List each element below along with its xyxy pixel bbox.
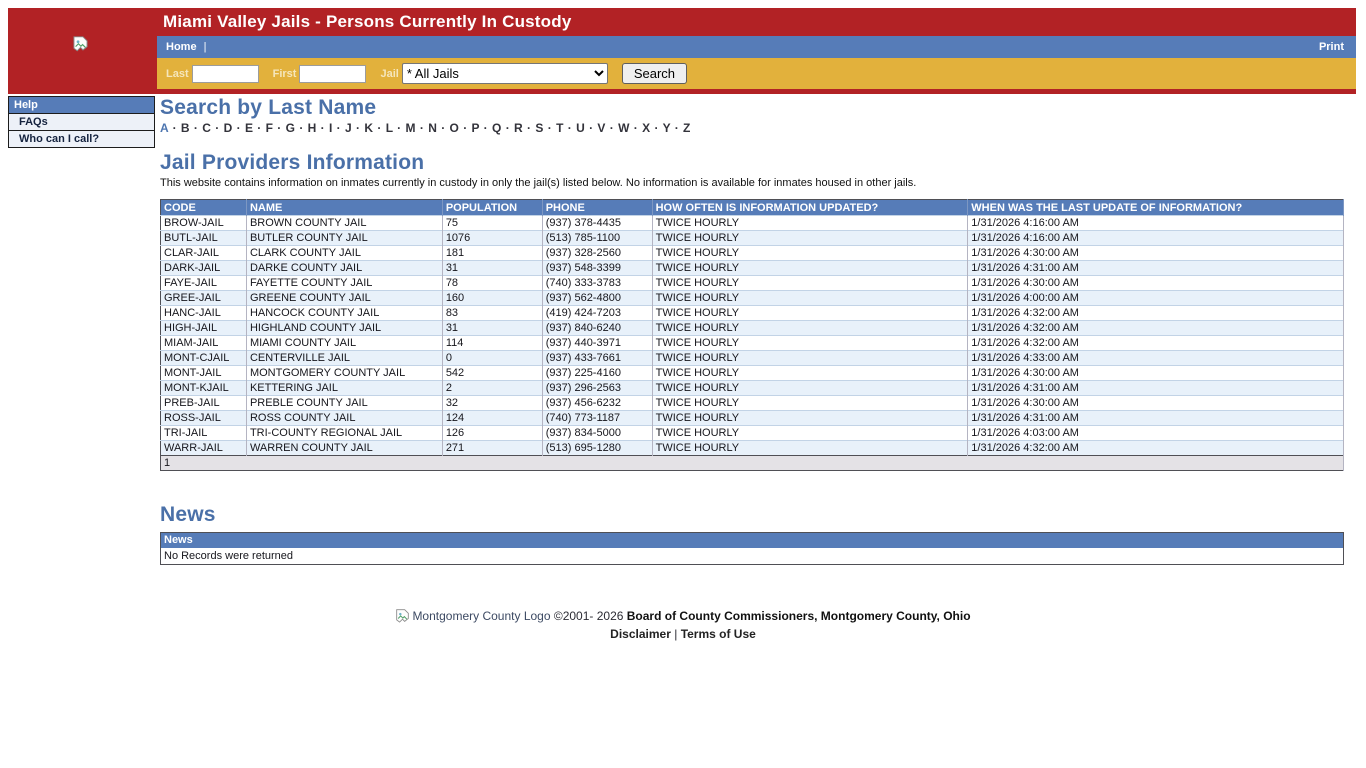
letter-link-P[interactable]: P [471, 121, 480, 135]
table-cell: (937) 440-3971 [542, 336, 652, 351]
table-cell: (937) 840-6240 [542, 321, 652, 336]
table-cell: 32 [442, 396, 542, 411]
site-header [8, 8, 1356, 94]
table-cell: 1/31/2026 4:32:00 AM [968, 336, 1344, 351]
table-cell: 78 [442, 276, 542, 291]
letter-separator: · [650, 121, 663, 135]
table-cell: (937) 562-4800 [542, 291, 652, 306]
letter-separator: · [416, 121, 429, 135]
letter-separator: · [295, 121, 308, 135]
table-row [161, 321, 1344, 336]
table-cell: 0 [442, 351, 542, 366]
table-cell: (513) 695-1280 [542, 441, 652, 456]
table-cell: (513) 785-1100 [542, 231, 652, 246]
table-cell: TWICE HOURLY [652, 321, 968, 336]
table-row [161, 216, 1344, 231]
sidebar-item-who-can-i-call[interactable]: Who can I call? [9, 131, 154, 147]
table-cell: CLAR-JAIL [161, 246, 247, 261]
broken-image-icon [72, 36, 89, 54]
table-cell: BROW-JAIL [161, 216, 247, 231]
letter-link-J[interactable]: J [345, 121, 353, 135]
table-cell: 1076 [442, 231, 542, 246]
letter-separator: · [629, 121, 643, 135]
broken-image-icon [395, 609, 410, 625]
letter-link-S[interactable]: S [535, 121, 544, 135]
table-cell: FAYETTE COUNTY JAIL [246, 276, 442, 291]
footer-link-separator: | [674, 627, 678, 641]
letter-separator: · [585, 121, 598, 135]
column-header-phone: PHONE [542, 200, 652, 216]
table-cell: TWICE HOURLY [652, 276, 968, 291]
jail-providers-title: Jail Providers Information [160, 151, 425, 174]
letter-link-Z[interactable]: Z [683, 121, 691, 135]
letter-link-Y[interactable]: Y [662, 121, 671, 135]
nav-print-link[interactable]: Print [1318, 41, 1344, 53]
table-row [161, 261, 1344, 276]
table-cell: (937) 456-6232 [542, 396, 652, 411]
letter-link-F[interactable]: F [265, 121, 274, 135]
search-by-last-name-title: Search by Last Name [160, 96, 377, 119]
table-cell: 126 [442, 426, 542, 441]
table-row [161, 396, 1344, 411]
table-cell: MIAM-JAIL [161, 336, 247, 351]
letter-link-Q[interactable]: Q [492, 121, 502, 135]
table-cell: 1/31/2026 4:31:00 AM [968, 381, 1344, 396]
table-cell: ROSS-JAIL [161, 411, 247, 426]
letter-links [160, 121, 1358, 135]
table-row [161, 381, 1344, 396]
table-cell: TWICE HOURLY [652, 441, 968, 456]
first-name-label: First [272, 67, 297, 80]
table-cell: 75 [442, 216, 542, 231]
first-name-input[interactable] [299, 65, 366, 83]
table-cell: WARREN COUNTY JAIL [246, 441, 442, 456]
table-cell: PREBLE COUNTY JAIL [246, 396, 442, 411]
table-cell: 2 [442, 381, 542, 396]
table-header-row [161, 200, 1344, 216]
table-row [161, 336, 1344, 351]
page-title: Miami Valley Jails - Persons Currently In Custody [163, 12, 572, 31]
table-cell: 83 [442, 306, 542, 321]
letter-link-A[interactable]: A [160, 121, 169, 135]
letter-separator: · [501, 121, 515, 135]
last-name-label: Last [166, 67, 189, 80]
table-cell: (937) 834-5000 [542, 426, 652, 441]
table-row [161, 426, 1344, 441]
table-cell: HANCOCK COUNTY JAIL [246, 306, 442, 321]
letter-separator: · [253, 121, 266, 135]
table-cell: TWICE HOURLY [652, 261, 968, 276]
table-cell: 1/31/2026 4:30:00 AM [968, 396, 1344, 411]
letter-link-G[interactable]: G [285, 121, 296, 135]
letter-link-D[interactable]: D [223, 121, 233, 135]
table-row [161, 276, 1344, 291]
table-cell: MONT-JAIL [161, 366, 247, 381]
column-header-how-often: HOW OFTEN IS INFORMATION UPDATED? [652, 200, 968, 216]
table-cell: DARK-JAIL [161, 261, 247, 276]
table-row [161, 366, 1344, 381]
table-cell: 124 [442, 411, 542, 426]
table-cell: 1/31/2026 4:33:00 AM [968, 351, 1344, 366]
pager-row [161, 456, 1344, 471]
news-empty-message: No Records were returned [161, 548, 1344, 565]
table-row [161, 231, 1344, 246]
main-content [160, 96, 1358, 565]
table-cell: 31 [442, 261, 542, 276]
jail-label: Jail [380, 67, 399, 80]
table-cell: MONT-CJAIL [161, 351, 247, 366]
sidebar-item-faqs[interactable]: FAQs [9, 114, 154, 131]
table-cell: (937) 433-7661 [542, 351, 652, 366]
table-cell: 1/31/2026 4:30:00 AM [968, 366, 1344, 381]
table-cell: 271 [442, 441, 542, 456]
table-cell: 1/31/2026 4:00:00 AM [968, 291, 1344, 306]
letter-link-E[interactable]: E [244, 121, 254, 135]
table-cell: 1/31/2026 4:30:00 AM [968, 276, 1344, 291]
jail-select[interactable] [402, 63, 608, 84]
search-bar [157, 58, 1356, 89]
table-cell: 1/31/2026 4:31:00 AM [968, 261, 1344, 276]
letter-separator: · [543, 121, 557, 135]
table-cell: 1/31/2026 4:16:00 AM [968, 231, 1344, 246]
table-cell: CLARK COUNTY JAIL [246, 246, 442, 261]
table-cell: 160 [442, 291, 542, 306]
terms-of-use-link[interactable]: Terms of Use [680, 627, 756, 641]
table-cell: (740) 333-3783 [542, 276, 652, 291]
table-cell: 542 [442, 366, 542, 381]
footer-line2 [8, 627, 1358, 641]
table-row [161, 306, 1344, 321]
table-cell: TWICE HOURLY [652, 306, 968, 321]
sidebar-header-help: Help [9, 97, 154, 114]
letter-link-M[interactable]: M [405, 121, 417, 135]
table-cell: 1/31/2026 4:32:00 AM [968, 321, 1344, 336]
table-cell: MIAMI COUNTY JAIL [246, 336, 442, 351]
table-cell: MONT-KJAIL [161, 381, 247, 396]
jail-providers-description: This website contains information on inmates currently in custody in only the jail(s) listed below. No information is available for inmates housed in other jails. [160, 177, 917, 189]
letter-link-C[interactable]: C [202, 121, 212, 135]
header-main [155, 8, 1356, 89]
table-cell: TWICE HOURLY [652, 351, 968, 366]
column-header-name: NAME [246, 200, 442, 216]
table-cell: TWICE HOURLY [652, 411, 968, 426]
letter-separator: · [168, 121, 181, 135]
letter-link-K[interactable]: K [364, 121, 374, 135]
letter-separator: · [316, 121, 329, 135]
letter-link-U[interactable]: U [576, 121, 586, 135]
table-cell: BROWN COUNTY JAIL [246, 216, 442, 231]
letter-separator: · [190, 121, 203, 135]
table-cell: DARKE COUNTY JAIL [246, 261, 442, 276]
letter-link-H[interactable]: H [307, 121, 317, 135]
letter-link-R[interactable]: R [514, 121, 524, 135]
letter-separator: · [479, 121, 493, 135]
table-cell: (740) 773-1187 [542, 411, 652, 426]
table-cell: TRI-COUNTY REGIONAL JAIL [246, 426, 442, 441]
letter-separator: · [459, 121, 472, 135]
table-cell: 1/31/2026 4:30:00 AM [968, 246, 1344, 261]
table-cell: (937) 548-3399 [542, 261, 652, 276]
table-cell: TWICE HOURLY [652, 426, 968, 441]
letter-link-N[interactable]: N [428, 121, 438, 135]
nav-home-link[interactable]: Home [166, 41, 197, 53]
news-table [160, 532, 1344, 565]
table-row [161, 351, 1344, 366]
letter-separator: · [523, 121, 536, 135]
table-cell: 1/31/2026 4:16:00 AM [968, 216, 1344, 231]
letter-link-X[interactable]: X [642, 121, 651, 135]
help-sidebar [8, 96, 155, 148]
news-title: News [160, 503, 216, 526]
letter-separator: · [332, 121, 346, 135]
letter-separator: · [232, 121, 245, 135]
site-logo-cell [8, 8, 155, 89]
table-cell: HIGH-JAIL [161, 321, 247, 336]
table-cell: 181 [442, 246, 542, 261]
table-cell: TWICE HOURLY [652, 381, 968, 396]
column-header-code: CODE [161, 200, 247, 216]
nav-separator: | [203, 41, 207, 53]
table-cell: TWICE HOURLY [652, 246, 968, 261]
letter-link-I[interactable]: I [329, 121, 333, 135]
letter-link-T[interactable]: T [556, 121, 564, 135]
table-cell: TWICE HOURLY [652, 366, 968, 381]
table-cell: TWICE HOURLY [652, 336, 968, 351]
footer-copyright: ©2001- 2026 [553, 609, 624, 624]
table-row [161, 291, 1344, 306]
page-footer [8, 609, 1358, 641]
table-cell: 1/31/2026 4:32:00 AM [968, 306, 1344, 321]
search-button[interactable]: Search [622, 63, 687, 84]
letter-separator: · [563, 121, 577, 135]
table-cell: MONTGOMERY COUNTY JAIL [246, 366, 442, 381]
letter-separator: · [437, 121, 450, 135]
table-cell: GREENE COUNTY JAIL [246, 291, 442, 306]
letter-link-B[interactable]: B [180, 121, 191, 135]
table-cell: BUTL-JAIL [161, 231, 247, 246]
letter-separator: · [373, 121, 386, 135]
letter-separator: · [211, 121, 224, 135]
pager-page-number: 1 [161, 456, 1344, 471]
table-cell: TRI-JAIL [161, 426, 247, 441]
table-cell: TWICE HOURLY [652, 231, 968, 246]
table-cell: 31 [442, 321, 542, 336]
footer-logo-alt-text: Montgomery County Logo [412, 609, 551, 624]
table-row [161, 441, 1344, 456]
letter-separator: · [670, 121, 684, 135]
letter-link-L[interactable]: L [385, 121, 394, 135]
table-cell: FAYE-JAIL [161, 276, 247, 291]
letter-link-V[interactable]: V [597, 121, 606, 135]
last-name-input[interactable] [192, 65, 259, 83]
table-cell: 114 [442, 336, 542, 351]
table-cell: 1/31/2026 4:31:00 AM [968, 411, 1344, 426]
table-cell: HIGHLAND COUNTY JAIL [246, 321, 442, 336]
footer-organization: Board of County Commissioners, Montgomery County, Ohio [626, 609, 971, 624]
letter-separator: · [273, 121, 286, 135]
disclaimer-link[interactable]: Disclaimer [610, 627, 671, 641]
table-cell: ROSS COUNTY JAIL [246, 411, 442, 426]
letter-link-O[interactable]: O [449, 121, 460, 135]
table-cell: (937) 328-2560 [542, 246, 652, 261]
table-cell: CENTERVILLE JAIL [246, 351, 442, 366]
jails-table-body [161, 216, 1344, 456]
table-cell: (937) 296-2563 [542, 381, 652, 396]
footer-line1 [8, 609, 1358, 625]
table-cell: HANC-JAIL [161, 306, 247, 321]
table-row [161, 411, 1344, 426]
letter-separator: · [605, 121, 619, 135]
table-cell: GREE-JAIL [161, 291, 247, 306]
jail-providers-table [160, 199, 1344, 471]
letter-separator: · [393, 121, 406, 135]
letter-separator: · [352, 121, 365, 135]
table-cell: (419) 424-7203 [542, 306, 652, 321]
table-cell: BUTLER COUNTY JAIL [246, 231, 442, 246]
table-cell: (937) 225-4160 [542, 366, 652, 381]
table-cell: KETTERING JAIL [246, 381, 442, 396]
letter-link-W[interactable]: W [618, 121, 630, 135]
table-cell: TWICE HOURLY [652, 216, 968, 231]
main-nav [157, 36, 1356, 58]
table-cell: (937) 378-4435 [542, 216, 652, 231]
table-cell: 1/31/2026 4:32:00 AM [968, 441, 1344, 456]
column-header-population: POPULATION [442, 200, 542, 216]
column-header-last-update: WHEN WAS THE LAST UPDATE OF INFORMATION? [968, 200, 1344, 216]
news-table-header: News [161, 533, 1344, 548]
table-cell: 1/31/2026 4:03:00 AM [968, 426, 1344, 441]
table-row [161, 246, 1344, 261]
table-cell: TWICE HOURLY [652, 291, 968, 306]
table-cell: WARR-JAIL [161, 441, 247, 456]
table-cell: PREB-JAIL [161, 396, 247, 411]
table-cell: TWICE HOURLY [652, 396, 968, 411]
